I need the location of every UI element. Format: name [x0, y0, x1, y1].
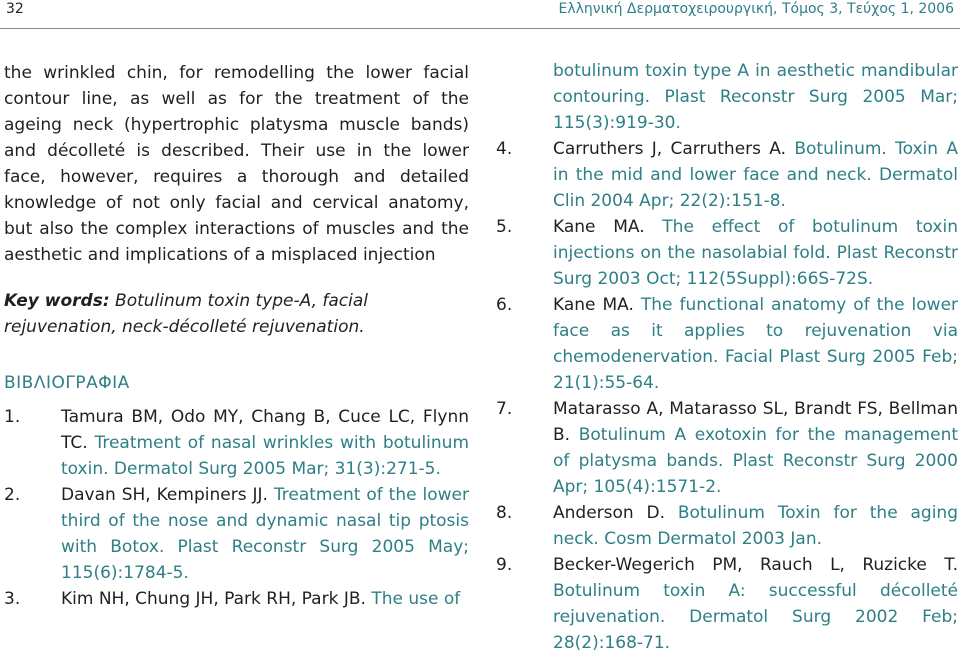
reference-authors: Matarasso A, Matarasso SL, Brandt FS, Bellman B. — [553, 399, 958, 445]
reference-item — [496, 552, 958, 656]
reference-text — [553, 214, 958, 292]
reference-details: Treatment of the lower third of the nose and dynamic nasal tip ptosis with Botox. Plast Reconstr Surg 2005 May; 115(6):1784-5. — [61, 485, 469, 583]
reference-number: 8. — [496, 503, 513, 523]
reference-list-left — [4, 404, 469, 612]
reference-details: The use of — [371, 589, 461, 609]
reference-item — [4, 404, 469, 482]
reference-authors: Kane MA. — [553, 217, 645, 237]
reference-details: The functional anatomy of the lower face as it applies to rejuvenation via chemodenervation. Facial Plast Surg 2005 Feb; 21(1):55-64. — [553, 295, 959, 393]
keywords — [4, 288, 469, 340]
header-rule — [0, 28, 960, 29]
reference-text — [553, 136, 958, 214]
abstract-body: the wrinkled chin, for remodelling the lower facial contour line, as well as for the treatment of the ageing neck (hypertrophic platysma muscle bands) and décolleté is described. Their use in the lower face, however, requires a thorough and detailed knowledge of not only facial and cervical anatomy, but also the complex interactions of muscles and the aesthetic and implications of a misplaced injection — [4, 63, 469, 265]
reference-text — [553, 58, 958, 136]
reference-number: 2. — [4, 485, 21, 505]
reference-details: Botulinum toxin A: successful décolleté rejuvenation. Dermatol Surg 2002 Feb; 28(2):168-71. — [553, 581, 958, 653]
reference-number: 6. — [496, 295, 513, 315]
reference-authors: Kane MA. — [553, 295, 634, 315]
reference-number: 5. — [496, 217, 513, 237]
reference-list-right — [496, 58, 958, 656]
page-number: 32 — [6, 1, 24, 17]
reference-authors: Anderson D. — [553, 503, 666, 523]
reference-details: The effect of botulinum toxin injections on the nasolabial fold. Plast Reconstr Surg 2003 Oct; 112(5Suppl):66S-72S. — [553, 217, 958, 289]
page-header — [0, 0, 960, 40]
keywords-text: Botulinum toxin type-A, facial rejuvenation, neck-décolleté rejuvenation. — [4, 291, 369, 337]
right-column — [496, 58, 958, 656]
bibliography-heading: ΒΙΒΛΙΟΓΡΑΦΙΑ — [4, 373, 130, 393]
reference-text — [553, 292, 958, 396]
reference-text — [553, 552, 958, 656]
reference-number: 3. — [4, 589, 21, 609]
reference-item — [4, 482, 469, 586]
reference-number: 1. — [4, 407, 21, 427]
reference-number: 4. — [496, 139, 513, 159]
reference-details: Botulinum. Toxin A in the mid and lower face and neck. Dermatol Clin 2004 Apr; 22(2):151-8. — [553, 139, 958, 211]
reference-details: Botulinum A exotoxin for the management of platysma bands. Plast Reconstr Surg 2000 Apr; 105(4):1571-2. — [553, 425, 959, 497]
reference-authors: Tamura BM, Odo MY, Chang B, Cuce LC, Flynn TC. — [61, 407, 469, 453]
journal-title: Ελληνική Δερματοχειρουργική, Τόμος 3, Τεύχος 1, 2006 — [558, 1, 954, 17]
reference-details: botulinum toxin type A in aesthetic mandibular contouring. Plast Reconstr Surg 2005 Mar; 115(3):919-30. — [553, 61, 958, 133]
reference-details: Treatment of nasal wrinkles with botulinum toxin. Dermatol Surg 2005 Mar; 31(3):271-5. — [61, 433, 470, 479]
reference-authors: Kim NH, Chung JH, Park RH, Park JB. — [61, 589, 366, 609]
reference-number: 7. — [496, 399, 513, 419]
reference-text — [61, 404, 469, 482]
reference-text — [61, 586, 469, 612]
reference-authors: Carruthers J, Carruthers A. — [553, 139, 787, 159]
reference-text — [553, 396, 958, 500]
reference-details: Botulinum Toxin for the aging neck. Cosm Dermatol 2003 Jan. — [553, 503, 958, 549]
reference-text — [61, 482, 469, 586]
reference-text — [553, 500, 958, 552]
reference-number: 9. — [496, 555, 513, 575]
left-column — [4, 60, 469, 612]
reference-authors: Davan SH, Kempiners JJ. — [61, 485, 268, 505]
keywords-label: Key words: — [4, 291, 110, 311]
reference-item — [496, 292, 958, 396]
reference-item — [496, 500, 958, 552]
reference-item — [496, 214, 958, 292]
reference-item — [496, 136, 958, 214]
reference-item — [496, 396, 958, 500]
reference-authors: Becker-Wegerich PM, Rauch L, Ruzicke T. — [553, 555, 958, 575]
reference-item — [4, 586, 469, 612]
reference-item-continued — [496, 58, 958, 136]
